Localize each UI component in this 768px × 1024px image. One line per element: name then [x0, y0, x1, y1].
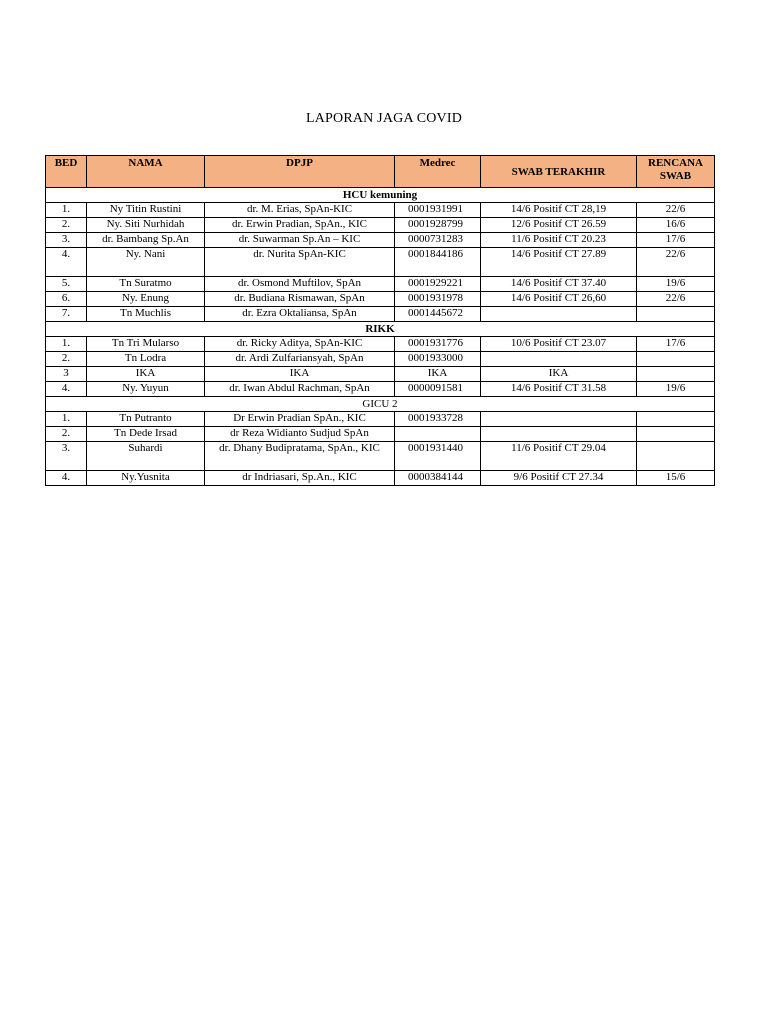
cell-bed: 3.: [46, 233, 87, 248]
cell-rencana: 19/6: [637, 382, 715, 397]
cell-swab: 14/6 Positif CT 28,19: [481, 203, 637, 218]
cell-rencana: [637, 412, 715, 427]
table-row: [46, 442, 715, 471]
cell-swab: [481, 412, 637, 427]
header-row: [46, 156, 715, 188]
cell-bed: 2.: [46, 218, 87, 233]
cell-rencana: [637, 352, 715, 367]
cell-nama: Ny. Enung: [87, 292, 205, 307]
cell-dpjp: dr. M. Erias, SpAn-KIC: [205, 203, 395, 218]
cell-nama: Ny. Siti Nurhidah: [87, 218, 205, 233]
cell-dpjp: dr. Osmond Muftilov, SpAn: [205, 277, 395, 292]
cell-bed: 3.: [46, 442, 87, 471]
table-row: [46, 203, 715, 218]
cell-swab: 14/6 Positif CT 37.40: [481, 277, 637, 292]
cell-bed: 4.: [46, 471, 87, 486]
cell-medrec: 0000731283: [395, 233, 481, 248]
cell-rencana: 17/6: [637, 233, 715, 248]
cell-bed: 7.: [46, 307, 87, 322]
table-row: [46, 352, 715, 367]
cell-swab: 10/6 Positif CT 23.07: [481, 337, 637, 352]
cell-dpjp: dr. Dhany Budipratama, SpAn., KIC: [205, 442, 395, 471]
cell-medrec: 0001844186: [395, 248, 481, 277]
cell-dpjp: dr. Iwan Abdul Rachman, SpAn: [205, 382, 395, 397]
header-swab-terakhir: SWAB TERAKHIR: [481, 156, 637, 188]
cell-dpjp: dr. Ezra Oktaliansa, SpAn: [205, 307, 395, 322]
cell-dpjp: dr. Suwarman Sp.An – KIC: [205, 233, 395, 248]
cell-swab: [481, 307, 637, 322]
cell-swab: [481, 352, 637, 367]
header-dpjp: DPJP: [205, 156, 395, 188]
cell-nama: Tn Muchlis: [87, 307, 205, 322]
cell-dpjp: dr. Erwin Pradian, SpAn., KIC: [205, 218, 395, 233]
section-row: [46, 188, 715, 203]
cell-medrec: 0000091581: [395, 382, 481, 397]
header-rencana-swab: RENCANA SWAB: [637, 156, 715, 188]
cell-medrec: 0000384144: [395, 471, 481, 486]
cell-swab: 11/6 Positif CT 29.04: [481, 442, 637, 471]
section-title-rikk: RIKK: [46, 322, 715, 337]
table-row: [46, 218, 715, 233]
cell-nama: IKA: [87, 367, 205, 382]
cell-bed: 1.: [46, 337, 87, 352]
cell-rencana: 17/6: [637, 337, 715, 352]
cell-swab: 14/6 Positif CT 31.58: [481, 382, 637, 397]
cell-nama: Ny Titin Rustini: [87, 203, 205, 218]
cell-bed: 1.: [46, 412, 87, 427]
cell-dpjp: dr. Budiana Rismawan, SpAn: [205, 292, 395, 307]
cell-rencana: [637, 442, 715, 471]
cell-bed: 4.: [46, 382, 87, 397]
cell-medrec: IKA: [395, 367, 481, 382]
cell-dpjp: dr Reza Widianto Sudjud SpAn: [205, 427, 395, 442]
cell-dpjp: dr. Ricky Aditya, SpAn-KIC: [205, 337, 395, 352]
cell-nama: dr. Bambang Sp.An: [87, 233, 205, 248]
cell-rencana: 16/6: [637, 218, 715, 233]
table-row: [46, 277, 715, 292]
cell-rencana: 22/6: [637, 203, 715, 218]
cell-dpjp: dr. Nurita SpAn-KIC: [205, 248, 395, 277]
cell-nama: Tn Putranto: [87, 412, 205, 427]
cell-nama: Tn Lodra: [87, 352, 205, 367]
table-row: [46, 382, 715, 397]
cell-bed: 6.: [46, 292, 87, 307]
cell-dpjp: dr. Ardi Zulfariansyah, SpAn: [205, 352, 395, 367]
cell-medrec: 0001928799: [395, 218, 481, 233]
cell-medrec: 0001931978: [395, 292, 481, 307]
cell-dpjp: Dr Erwin Pradian SpAn., KIC: [205, 412, 395, 427]
cell-bed: 1.: [46, 203, 87, 218]
table-row: [46, 367, 715, 382]
cell-medrec: 0001931440: [395, 442, 481, 471]
cell-bed: 2.: [46, 427, 87, 442]
table-row: [46, 427, 715, 442]
table-row: [46, 307, 715, 322]
cell-medrec: [395, 427, 481, 442]
cell-swab: 14/6 Positif CT 27.89: [481, 248, 637, 277]
cell-rencana: 22/6: [637, 292, 715, 307]
section-title-gicu-2: GICU 2: [46, 397, 715, 412]
table-row: [46, 233, 715, 248]
cell-rencana: [637, 367, 715, 382]
header-bed: BED: [46, 156, 87, 188]
cell-rencana: 22/6: [637, 248, 715, 277]
cell-nama: Tn Tri Mularso: [87, 337, 205, 352]
cell-dpjp: dr Indriasari, Sp.An., KIC: [205, 471, 395, 486]
cell-swab: 9/6 Positif CT 27.34: [481, 471, 637, 486]
cell-swab: [481, 427, 637, 442]
cell-swab: 12/6 Positif CT 26.59: [481, 218, 637, 233]
header-nama: NAMA: [87, 156, 205, 188]
cell-nama: Ny. Nani: [87, 248, 205, 277]
page-title: LAPORAN JAGA COVID: [305, 111, 463, 126]
cell-rencana: [637, 307, 715, 322]
cell-rencana: 19/6: [637, 277, 715, 292]
table-row: [46, 412, 715, 427]
cell-swab: 11/6 Positif CT 20.23: [481, 233, 637, 248]
cell-dpjp: IKA: [205, 367, 395, 382]
cell-swab: IKA: [481, 367, 637, 382]
cell-medrec: 0001445672: [395, 307, 481, 322]
table-row: [46, 471, 715, 486]
cell-rencana: 15/6: [637, 471, 715, 486]
cell-bed: 2.: [46, 352, 87, 367]
cell-nama: Ny. Yuyun: [87, 382, 205, 397]
cell-medrec: 0001931776: [395, 337, 481, 352]
cell-rencana: [637, 427, 715, 442]
table-row: [46, 292, 715, 307]
cell-bed: 4.: [46, 248, 87, 277]
covid-report-table: [45, 155, 715, 486]
cell-bed: 3: [46, 367, 87, 382]
section-row: [46, 322, 715, 337]
cell-nama: Suhardi: [87, 442, 205, 471]
cell-nama: Tn Dede Irsad: [87, 427, 205, 442]
cell-nama: Tn Suratmo: [87, 277, 205, 292]
cell-medrec: 0001931991: [395, 203, 481, 218]
cell-medrec: 0001929221: [395, 277, 481, 292]
section-title-hcu-kemuning: HCU kemuning: [46, 188, 715, 203]
cell-bed: 5.: [46, 277, 87, 292]
table-row: [46, 248, 715, 277]
table-row: [46, 337, 715, 352]
cell-nama: Ny.Yusnita: [87, 471, 205, 486]
header-medrec: Medrec: [395, 156, 481, 188]
cell-medrec: 0001933728: [395, 412, 481, 427]
cell-swab: 14/6 Positif CT 26,60: [481, 292, 637, 307]
cell-medrec: 0001933000: [395, 352, 481, 367]
section-row: [46, 397, 715, 412]
